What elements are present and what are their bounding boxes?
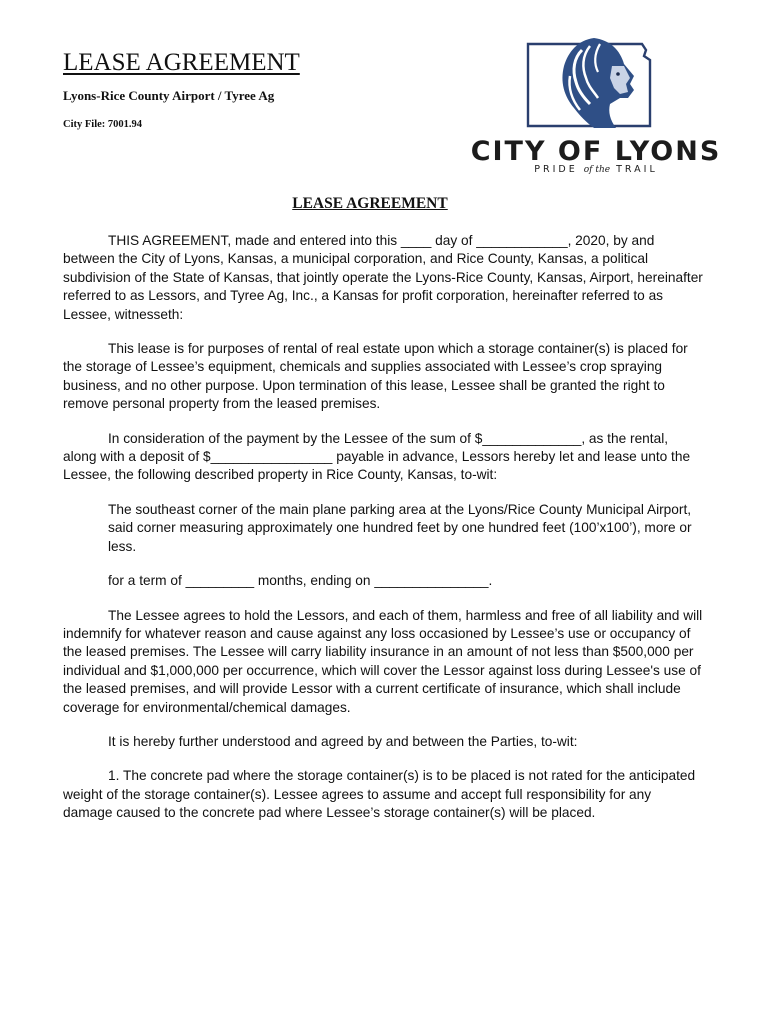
paragraph-further-agreed: It is hereby further understood and agreed by and between the Parties, to-wit: — [108, 733, 578, 749]
paragraph-consideration: In consideration of the payment by the Lessee of the sum of $_____________, as the rental, along with a deposit of $________________ payable in advance, Lessors hereby let and lease unto the Lessee, the following described property in Rice County, Kansas, to-wit: — [63, 430, 691, 483]
paragraph-parties: THIS AGREEMENT, made and entered into this ____ day of ____________, 2020, by and between the City of Lyons, Kansas, a municipal corporation, and Rice County, Kansas, a political subdivision of the State of Kansas, that jointly operate the Lyons-Rice County, Kansas, Airport, hereinafter referred to as Lessors, and Tyree Ag, Inc., a Kansas for profit corporation, hereinafter referred to as Lessee, witnesseth: — [63, 233, 703, 322]
logo-tagline — [468, 164, 724, 175]
logo-name: CITY OF LYONS — [470, 136, 722, 167]
city-of-lyons-logo — [468, 36, 724, 176]
lion-head-icon — [524, 36, 668, 132]
tagline-pride: PRIDE — [534, 164, 578, 175]
paragraph-indemnity: The Lessee agrees to hold the Lessors, and each of them, harmless and free of all liability and will indemnify for whatever reason and cause against any loss occasioned by Lessee’s use or occupancy of the leased premises. The Lessee will carry liability insurance in an amount of not less than $500,000 per individual and $1,000,000 per occurrence, which will cover the Lessor against loss during Lessee's use of the leased premises, and will provide Lessor with a current certificate of insurance, which shall include coverage for environmental/chemical damages. — [63, 607, 703, 715]
paragraph-term: for a term of _________ months, ending on _______________. — [108, 573, 493, 589]
document-title: LEASE AGREEMENT — [63, 49, 300, 76]
paragraph-item-1: 1. The concrete pad where the storage container(s) is to be placed is not rated for the anticipated weight of the storage container(s). Lessee agrees to assume and accept full responsibility for any damage caused to the concrete pad where Lessee’s storage container(s) will be placed. — [63, 768, 696, 821]
tagline-trail: TRAIL — [616, 164, 658, 175]
paragraph-purpose: This lease is for purposes of rental of real estate upon which a storage container(s) is placed for the storage of Lessee’s equipment, chemicals and supplies associated with Lessee’s crop spraying business, and no other purpose. Upon termination of this lease, Lessee shall be granted the right to remove personal property from the leased premises. — [63, 341, 688, 412]
city-file-number: City File: 7001.94 — [63, 119, 143, 130]
agreement-body — [63, 232, 703, 839]
paragraph-property-description: The southeast corner of the main plane parking area at the Lyons/Rice County Municipal Airport, said corner measuring approximately one hundred feet by one hundred feet (100’x100’), more or less. — [108, 501, 692, 554]
tagline-of-the: of the — [583, 165, 611, 175]
document-subtitle: Lyons-Rice County Airport / Tyree Ag — [63, 88, 275, 103]
agreement-heading: LEASE AGREEMENT — [292, 195, 448, 212]
